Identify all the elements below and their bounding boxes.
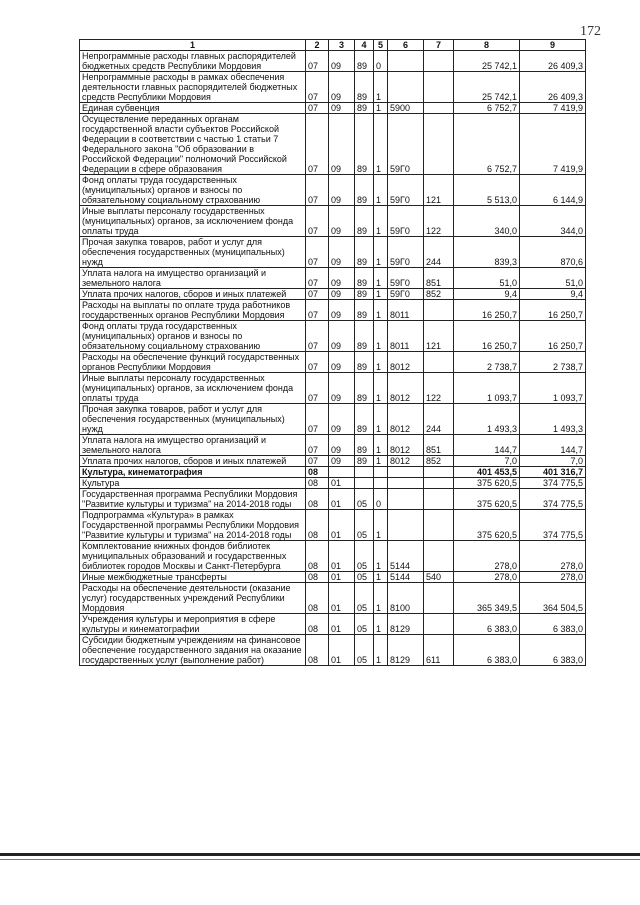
amount-year1-cell: 16 250,7	[454, 300, 520, 321]
code-subsection-cell: 01	[329, 541, 355, 572]
code-program-cell: 89	[355, 51, 374, 72]
code-program-cell: 89	[355, 103, 374, 114]
code-subsection-cell: 01	[329, 583, 355, 614]
amount-year2-cell: 1 493,3	[520, 404, 586, 435]
row-name-cell: Фонд оплаты труда государственных (муниципальных) органов и взносы по обязательному социальному страхованию	[80, 321, 306, 352]
code-target-cell: 59Г0	[388, 175, 424, 206]
row-name-cell: Расходы на обеспечение деятельности (оказание услуг) государственных учреждений Республики Мордовия	[80, 583, 306, 614]
code-program-cell: 05	[355, 541, 374, 572]
code-subsection-cell: 09	[329, 175, 355, 206]
amount-year1-cell: 2 738,7	[454, 352, 520, 373]
row-name-cell: Непрограммные расходы в рамках обеспечения деятельности главных распорядителей бюджетных средств Республики Мордовия	[80, 72, 306, 103]
code-section-cell: 07	[306, 456, 329, 467]
amount-year1-cell: 278,0	[454, 541, 520, 572]
table-row	[80, 373, 586, 404]
row-name-cell: Подпрограмма «Культура» в рамках Государственной программы Республики Мордовия "Развитие культуры и туризма" на 2014-2018 годы	[80, 510, 306, 541]
amount-year2-cell: 401 316,7	[520, 467, 586, 478]
code-target-cell: 8129	[388, 614, 424, 635]
code-subsection-cell: 09	[329, 103, 355, 114]
amount-year2-cell: 278,0	[520, 572, 586, 583]
code-target-cell: 5900	[388, 103, 424, 114]
footer-rule-thin	[0, 859, 640, 860]
amount-year1-cell: 839,3	[454, 237, 520, 268]
code-program-cell: 89	[355, 373, 374, 404]
amount-year2-cell: 9,4	[520, 289, 586, 300]
row-name-cell: Культура	[80, 478, 306, 489]
code-section-cell: 08	[306, 510, 329, 541]
code-section-cell: 07	[306, 72, 329, 103]
code-subprogram-cell: 1	[374, 268, 388, 289]
code-section-cell: 08	[306, 467, 329, 478]
amount-year2-cell: 7,0	[520, 456, 586, 467]
code-program-cell: 05	[355, 583, 374, 614]
row-name-cell: Единая субвенция	[80, 103, 306, 114]
code-subsection-cell: 01	[329, 614, 355, 635]
code-section-cell: 08	[306, 572, 329, 583]
table-row	[80, 635, 586, 666]
amount-year2-cell: 26 409,3	[520, 51, 586, 72]
code-subsection-cell: 09	[329, 289, 355, 300]
code-subsection-cell: 09	[329, 373, 355, 404]
code-section-cell: 07	[306, 300, 329, 321]
amount-year1-cell: 5 513,0	[454, 175, 520, 206]
code-section-cell: 07	[306, 175, 329, 206]
amount-year1-cell: 375 620,5	[454, 478, 520, 489]
code-target-cell: 5144	[388, 541, 424, 572]
code-subprogram-cell: 0	[374, 51, 388, 72]
table-row	[80, 404, 586, 435]
code-target-cell: 8012	[388, 404, 424, 435]
amount-year1-cell: 365 349,5	[454, 583, 520, 614]
code-subprogram-cell: 1	[374, 321, 388, 352]
table-row	[80, 300, 586, 321]
amount-year2-cell: 26 409,3	[520, 72, 586, 103]
code-program-cell: 05	[355, 635, 374, 666]
code-program-cell: 05	[355, 489, 374, 510]
amount-year2-cell: 2 738,7	[520, 352, 586, 373]
table-row	[80, 456, 586, 467]
code-expense-type-cell: 851	[424, 435, 454, 456]
amount-year1-cell: 6 383,0	[454, 614, 520, 635]
amount-year1-cell: 1 093,7	[454, 373, 520, 404]
code-section-cell: 07	[306, 289, 329, 300]
page-number: 172	[580, 24, 601, 39]
row-name-cell: Уплата налога на имущество организаций и земельного налога	[80, 268, 306, 289]
code-expense-type-cell	[424, 583, 454, 614]
code-program-cell: 89	[355, 352, 374, 373]
code-target-cell: 59Г0	[388, 114, 424, 175]
row-name-cell: Прочая закупка товаров, работ и услуг для обеспечения государственных (муниципальных) нужд	[80, 404, 306, 435]
table-row	[80, 572, 586, 583]
amount-year2-cell: 364 504,5	[520, 583, 586, 614]
row-name-cell: Осуществление переданных органам государственной власти субъектов Российской Федерации в соответствии с частью 1 статьи 7 Федерального закона "Об образовании в Российской Федерации" полномочий Российской Федерации в сфере образования	[80, 114, 306, 175]
table-row	[80, 114, 586, 175]
code-subsection-cell: 09	[329, 237, 355, 268]
budget-table	[79, 39, 586, 666]
table-row	[80, 51, 586, 72]
table-row	[80, 489, 586, 510]
table-row	[80, 206, 586, 237]
code-section-cell: 07	[306, 352, 329, 373]
code-subprogram-cell: 1	[374, 114, 388, 175]
code-program-cell: 05	[355, 614, 374, 635]
amount-year2-cell: 374 775,5	[520, 510, 586, 541]
code-section-cell: 07	[306, 435, 329, 456]
code-expense-type-cell	[424, 51, 454, 72]
amount-year1-cell: 375 620,5	[454, 510, 520, 541]
amount-year1-cell: 340,0	[454, 206, 520, 237]
row-name-cell: Уплата налога на имущество организаций и земельного налога	[80, 435, 306, 456]
code-section-cell: 08	[306, 635, 329, 666]
code-target-cell	[388, 510, 424, 541]
code-target-cell	[388, 51, 424, 72]
amount-year1-cell: 16 250,7	[454, 321, 520, 352]
column-header: 4	[355, 40, 374, 51]
code-section-cell: 07	[306, 206, 329, 237]
code-program-cell: 89	[355, 289, 374, 300]
code-subprogram-cell: 1	[374, 572, 388, 583]
row-name-cell: Расходы на обеспечение функций государственных органов Республики Мордовия	[80, 352, 306, 373]
code-expense-type-cell	[424, 114, 454, 175]
code-section-cell: 07	[306, 321, 329, 352]
code-program-cell: 89	[355, 237, 374, 268]
code-subprogram-cell: 1	[374, 352, 388, 373]
amount-year2-cell: 6 383,0	[520, 614, 586, 635]
code-subprogram-cell: 1	[374, 404, 388, 435]
code-target-cell: 8100	[388, 583, 424, 614]
code-expense-type-cell: 611	[424, 635, 454, 666]
code-subprogram-cell: 1	[374, 289, 388, 300]
code-program-cell: 89	[355, 268, 374, 289]
code-section-cell: 07	[306, 373, 329, 404]
code-section-cell: 07	[306, 237, 329, 268]
code-subprogram-cell: 1	[374, 373, 388, 404]
code-target-cell: 5144	[388, 572, 424, 583]
code-subsection-cell: 09	[329, 435, 355, 456]
table-row	[80, 352, 586, 373]
amount-year1-cell: 401 453,5	[454, 467, 520, 478]
code-subsection-cell: 09	[329, 72, 355, 103]
amount-year2-cell: 344,0	[520, 206, 586, 237]
code-subsection-cell: 01	[329, 572, 355, 583]
code-subsection-cell: 09	[329, 51, 355, 72]
amount-year1-cell: 375 620,5	[454, 489, 520, 510]
code-section-cell: 08	[306, 478, 329, 489]
table-row	[80, 268, 586, 289]
row-name-cell: Учреждения культуры и мероприятия в сфере культуры и кинематографии	[80, 614, 306, 635]
column-header: 7	[424, 40, 454, 51]
row-name-cell: Государственная программа Республики Мордовия "Развитие культуры и туризма" на 2014-2018 годы	[80, 489, 306, 510]
row-name-cell: Комплектование книжных фондов библиотек муниципальных образований и государственных библиотек городов Москвы и Санкт-Петербурга	[80, 541, 306, 572]
amount-year1-cell: 6 752,7	[454, 114, 520, 175]
amount-year1-cell: 144,7	[454, 435, 520, 456]
code-program-cell	[355, 467, 374, 478]
code-section-cell: 08	[306, 541, 329, 572]
code-expense-type-cell: 852	[424, 456, 454, 467]
amount-year2-cell: 51,0	[520, 268, 586, 289]
code-section-cell: 07	[306, 268, 329, 289]
code-subprogram-cell: 1	[374, 175, 388, 206]
code-subsection-cell: 09	[329, 268, 355, 289]
footer-rule	[0, 853, 640, 856]
row-name-cell: Прочая закупка товаров, работ и услуг для обеспечения государственных (муниципальных) нужд	[80, 237, 306, 268]
code-target-cell: 8012	[388, 373, 424, 404]
column-header: 3	[329, 40, 355, 51]
code-subsection-cell: 09	[329, 300, 355, 321]
code-subsection-cell	[329, 467, 355, 478]
code-target-cell: 8129	[388, 635, 424, 666]
table-row	[80, 103, 586, 114]
column-header: 5	[374, 40, 388, 51]
table-header-row	[80, 40, 586, 51]
row-name-cell: Культура, кинематография	[80, 467, 306, 478]
column-header: 2	[306, 40, 329, 51]
code-program-cell: 89	[355, 206, 374, 237]
code-subprogram-cell: 1	[374, 72, 388, 103]
code-section-cell: 07	[306, 103, 329, 114]
code-section-cell: 07	[306, 114, 329, 175]
code-target-cell: 8011	[388, 300, 424, 321]
amount-year2-cell: 6 383,0	[520, 635, 586, 666]
amount-year2-cell: 374 775,5	[520, 489, 586, 510]
code-subprogram-cell: 1	[374, 510, 388, 541]
code-target-cell: 59Г0	[388, 289, 424, 300]
code-section-cell: 08	[306, 583, 329, 614]
code-subprogram-cell: 1	[374, 300, 388, 321]
table-row	[80, 72, 586, 103]
code-section-cell: 08	[306, 489, 329, 510]
column-header: 8	[454, 40, 520, 51]
code-subprogram-cell	[374, 467, 388, 478]
code-subprogram-cell: 1	[374, 541, 388, 572]
code-target-cell: 8012	[388, 456, 424, 467]
code-subprogram-cell: 1	[374, 635, 388, 666]
code-target-cell: 8011	[388, 321, 424, 352]
code-program-cell: 89	[355, 114, 374, 175]
table-row	[80, 435, 586, 456]
code-expense-type-cell	[424, 300, 454, 321]
code-section-cell: 08	[306, 614, 329, 635]
code-subprogram-cell: 0	[374, 489, 388, 510]
column-header: 6	[388, 40, 424, 51]
amount-year1-cell: 51,0	[454, 268, 520, 289]
table-row	[80, 614, 586, 635]
code-subsection-cell: 09	[329, 321, 355, 352]
code-program-cell: 89	[355, 456, 374, 467]
code-target-cell: 59Г0	[388, 206, 424, 237]
table-row	[80, 467, 586, 478]
code-program-cell: 89	[355, 300, 374, 321]
table-row	[80, 583, 586, 614]
amount-year2-cell: 278,0	[520, 541, 586, 572]
code-subprogram-cell: 1	[374, 103, 388, 114]
code-program-cell: 89	[355, 175, 374, 206]
code-target-cell: 8012	[388, 435, 424, 456]
code-program-cell: 05	[355, 510, 374, 541]
table-row	[80, 321, 586, 352]
amount-year2-cell: 870,6	[520, 237, 586, 268]
row-name-cell: Иные межбюджетные трансферты	[80, 572, 306, 583]
code-target-cell	[388, 489, 424, 510]
code-expense-type-cell: 121	[424, 175, 454, 206]
code-program-cell: 89	[355, 72, 374, 103]
code-subsection-cell: 01	[329, 510, 355, 541]
column-header: 9	[520, 40, 586, 51]
row-name-cell: Фонд оплаты труда государственных (муниципальных) органов и взносы по обязательному социальному страхованию	[80, 175, 306, 206]
code-expense-type-cell	[424, 614, 454, 635]
code-program-cell: 89	[355, 321, 374, 352]
amount-year1-cell: 7,0	[454, 456, 520, 467]
table-row	[80, 237, 586, 268]
row-name-cell: Расходы на выплаты по оплате труда работников государственных органов Республики Мордовия	[80, 300, 306, 321]
code-section-cell: 07	[306, 404, 329, 435]
code-expense-type-cell: 244	[424, 237, 454, 268]
code-program-cell: 89	[355, 435, 374, 456]
table-row	[80, 478, 586, 489]
code-subsection-cell: 09	[329, 352, 355, 373]
amount-year1-cell: 25 742,1	[454, 51, 520, 72]
table-row	[80, 289, 586, 300]
code-subsection-cell: 09	[329, 114, 355, 175]
amount-year2-cell: 1 093,7	[520, 373, 586, 404]
amount-year1-cell: 9,4	[454, 289, 520, 300]
code-expense-type-cell	[424, 478, 454, 489]
amount-year2-cell: 7 419,9	[520, 114, 586, 175]
amount-year2-cell: 16 250,7	[520, 300, 586, 321]
code-subsection-cell: 01	[329, 478, 355, 489]
amount-year2-cell: 16 250,7	[520, 321, 586, 352]
code-subsection-cell: 09	[329, 404, 355, 435]
code-target-cell: 8012	[388, 352, 424, 373]
code-subprogram-cell: 1	[374, 435, 388, 456]
code-expense-type-cell	[424, 72, 454, 103]
row-name-cell: Иные выплаты персоналу государственных (муниципальных) органов, за исключением фонда оплаты труда	[80, 373, 306, 404]
amount-year2-cell: 6 144,9	[520, 175, 586, 206]
code-section-cell: 07	[306, 51, 329, 72]
table-row	[80, 541, 586, 572]
code-subprogram-cell	[374, 478, 388, 489]
code-subprogram-cell: 1	[374, 456, 388, 467]
table-row	[80, 510, 586, 541]
code-expense-type-cell: 121	[424, 321, 454, 352]
code-expense-type-cell	[424, 510, 454, 541]
code-subsection-cell: 09	[329, 456, 355, 467]
code-subsection-cell: 09	[329, 206, 355, 237]
code-subprogram-cell: 1	[374, 206, 388, 237]
row-name-cell: Субсидии бюджетным учреждениям на финансовое обеспечение государственного задания на оказание государственных услуг (выполнение работ)	[80, 635, 306, 666]
code-target-cell	[388, 467, 424, 478]
code-program-cell: 89	[355, 404, 374, 435]
code-expense-type-cell: 852	[424, 289, 454, 300]
table-row	[80, 175, 586, 206]
amount-year1-cell: 1 493,3	[454, 404, 520, 435]
code-expense-type-cell	[424, 467, 454, 478]
code-subprogram-cell: 1	[374, 614, 388, 635]
amount-year1-cell: 25 742,1	[454, 72, 520, 103]
code-expense-type-cell: 540	[424, 572, 454, 583]
code-expense-type-cell: 122	[424, 373, 454, 404]
code-expense-type-cell: 244	[424, 404, 454, 435]
code-subsection-cell: 01	[329, 635, 355, 666]
amount-year2-cell: 144,7	[520, 435, 586, 456]
amount-year2-cell: 374 775,5	[520, 478, 586, 489]
row-name-cell: Уплата прочих налогов, сборов и иных платежей	[80, 456, 306, 467]
amount-year1-cell: 278,0	[454, 572, 520, 583]
code-expense-type-cell	[424, 489, 454, 510]
row-name-cell: Иные выплаты персоналу государственных (муниципальных) органов, за исключением фонда оплаты труда	[80, 206, 306, 237]
code-target-cell: 59Г0	[388, 268, 424, 289]
code-subsection-cell: 01	[329, 489, 355, 510]
code-subprogram-cell: 1	[374, 583, 388, 614]
code-expense-type-cell	[424, 541, 454, 572]
row-name-cell: Непрограммные расходы главных распорядителей бюджетных средств Республики Мордовия	[80, 51, 306, 72]
code-expense-type-cell	[424, 352, 454, 373]
code-expense-type-cell: 851	[424, 268, 454, 289]
amount-year2-cell: 7 419,9	[520, 103, 586, 114]
code-target-cell	[388, 478, 424, 489]
code-subprogram-cell: 1	[374, 237, 388, 268]
code-target-cell: 59Г0	[388, 237, 424, 268]
code-expense-type-cell	[424, 103, 454, 114]
amount-year1-cell: 6 752,7	[454, 103, 520, 114]
code-expense-type-cell: 122	[424, 206, 454, 237]
row-name-cell: Уплата прочих налогов, сборов и иных платежей	[80, 289, 306, 300]
code-program-cell: 05	[355, 572, 374, 583]
code-target-cell	[388, 72, 424, 103]
amount-year1-cell: 6 383,0	[454, 635, 520, 666]
column-header: 1	[80, 40, 306, 51]
code-program-cell	[355, 478, 374, 489]
